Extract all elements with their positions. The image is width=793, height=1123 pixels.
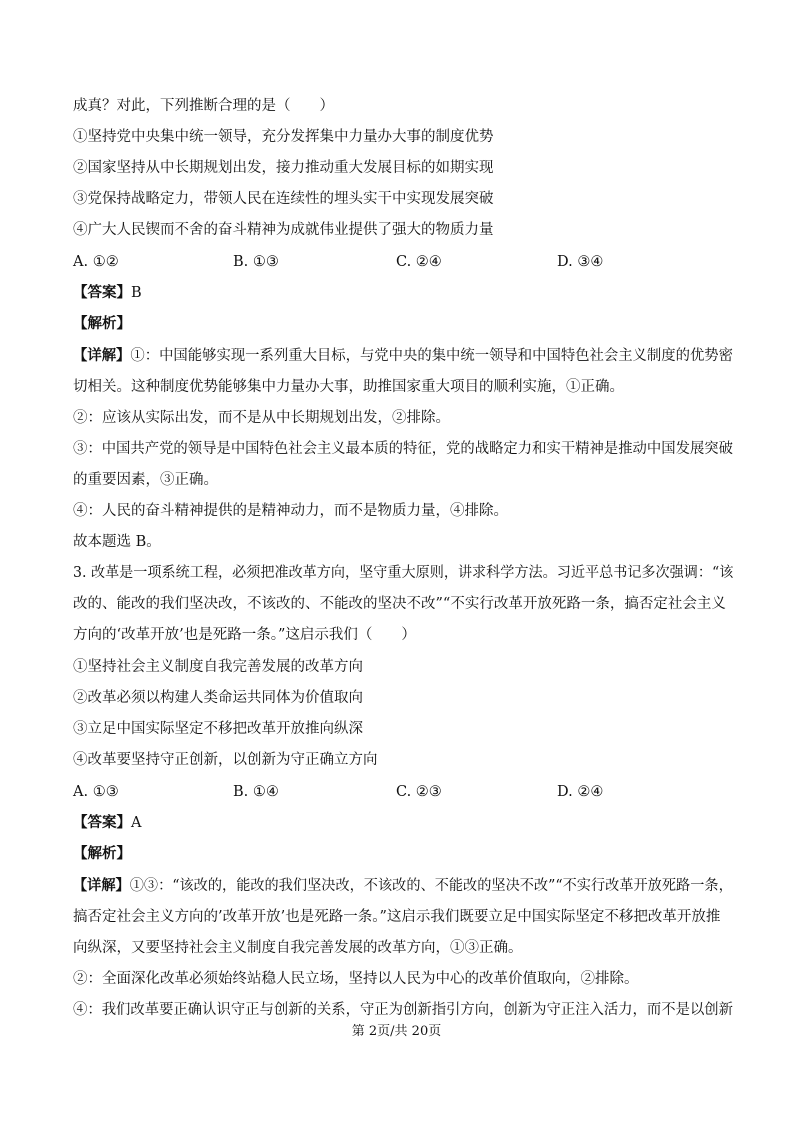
q2-stem: 成真？对此，下列推断合理的是（ ） — [73, 98, 334, 114]
answer-value: A — [131, 815, 142, 831]
q3-option-c: C. ②③ — [396, 784, 442, 800]
q3-item-1: ①坚持社会主义制度自我完善发展的改革方向 — [73, 659, 363, 675]
analysis-tag: 【解析】 — [73, 315, 131, 332]
q2-analysis-tag — [73, 314, 733, 334]
q3-answer — [73, 813, 733, 833]
q3-stem-2: 改的、能改的我们坚决改，不该改的、不能改的坚决不改”“不实行改革开放死路一条，搞否定社会主义 — [73, 596, 726, 612]
q2-detail-7: 故本题选 B。 — [73, 534, 161, 550]
answer-value: B — [131, 285, 142, 301]
q2-detail-5: 的重要因素，③正确。 — [73, 472, 218, 488]
q3-option-d: D. ②④ — [557, 784, 604, 800]
q2-item-3: ③党保持战略定力，带领人民在连续性的埋头实干中实现发展突破 — [73, 191, 494, 207]
q2-item-4: ④广大人民锲而不舍的奋斗精神为成就伟业提供了强大的物质力量 — [73, 222, 494, 238]
q3-detail-2: 搞否定社会主义方向的’改革开放’也是死路一条。”这启示我们既要立足中国实际坚定不移把改革开放推 — [73, 909, 721, 925]
q3-stem-1: 3. 改革是一项系统工程，必须把准改革方向，坚守重大原则，讲求科学方法。习近平总书记多次强调：“该 — [73, 565, 734, 581]
q2-answer — [73, 283, 733, 303]
q3-analysis-tag — [73, 844, 733, 864]
q3-item-3: ③立足中国实际坚定不移把改革开放推向纵深 — [73, 721, 363, 737]
q3-option-a: A. ①③ — [73, 784, 119, 800]
q2-item-2: ②国家坚持从中长期规划出发，接力推动重大发展目标的如期实现 — [73, 160, 494, 176]
analysis-tag: 【解析】 — [73, 845, 131, 862]
answer-tag: 【答案】 — [73, 814, 131, 831]
detail-tag: 【详解】 — [73, 347, 131, 364]
page-footer: 第 2页/共 20页 — [351, 1024, 442, 1039]
q3-item-4: ④改革要坚持守正创新，以创新为守正确立方向 — [73, 752, 378, 768]
q2-detail-4: ③：中国共产党的领导是中国特色社会主义最本质的特征，党的战略定力和实干精神是推动中国发展突破 — [73, 441, 733, 457]
q2-detail-1 — [73, 346, 733, 366]
answer-tag: 【答案】 — [73, 284, 131, 301]
q2-option-b: B. ①③ — [233, 254, 279, 270]
detail-tag: 【详解】 — [73, 877, 130, 894]
q3-stem-3: 方向的‘改革开放’也是死路一条。”这启示我们（ ） — [73, 627, 416, 643]
q3-detail-5: ④：我们改革要正确认识守正与创新的关系，守正为创新指引方向，创新为守正注入活力，而不是以创新 — [73, 1002, 733, 1018]
q2-detail-3: ②：应该从实际出发，而不是从中长期规划出发，②排除。 — [73, 410, 450, 426]
q2-detail-6: ④：人民的奋斗精神提供的是精神动力，而不是物质力量，④排除。 — [73, 503, 508, 519]
q2-option-c: C. ②④ — [396, 254, 442, 270]
q2-option-d: D. ③④ — [557, 254, 604, 270]
q2-option-a: A. ①② — [73, 254, 119, 270]
q3-option-b: B. ①④ — [233, 784, 279, 800]
q3-detail-3: 向纵深，又要坚持社会主义制度自我完善发展的改革方向，①③正确。 — [73, 940, 523, 956]
q3-detail-1 — [73, 876, 733, 896]
q2-detail-2: 切相关。这种制度优势能够集中力量办大事，助推国家重大项目的顺利实施，①正确。 — [73, 379, 624, 395]
q3-detail-4: ②：全面深化改革必须始终站稳人民立场，坚持以人民为中心的改革价值取向，②排除。 — [73, 971, 639, 987]
q2-item-1: ①坚持党中央集中统一领导，充分发挥集中力量办大事的制度优势 — [73, 129, 494, 145]
q3-item-2: ②改革必须以构建人类命运共同体为价值取向 — [73, 690, 363, 706]
detail-text: ①：中国能够实现一系列重大目标，与党中央的集中统一领导和中国特色社会主义制度的优势密 — [130, 348, 733, 364]
detail-text: ①③：“该改的，能改的我们坚决改，不该改的、不能改的坚决不改”“不实行改革开放死路一条， — [129, 878, 733, 894]
